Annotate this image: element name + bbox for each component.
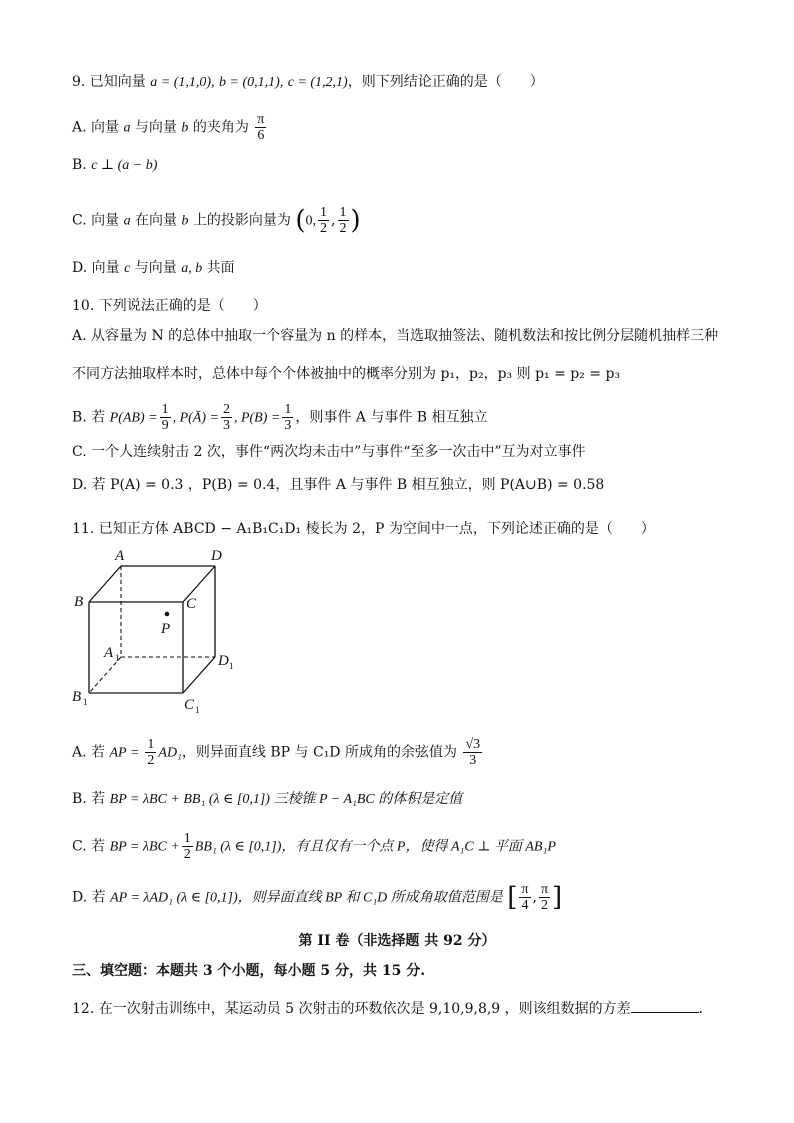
q10-option-c: C. 一个人连续射击 2 次，事件“两次均未击中”与事件“至多一次击中”互为对立事件 [72, 444, 586, 460]
q11-option-d: D. 若 AP = λAD₁ (λ ∈ [0,1])，则异面直线 BP 和 C₁D 所成角取值范围是 [ $\frac{\pi}{4}$ , $\frac{\pi}{2}$ ] [72, 882, 563, 913]
q11-option-a: A. 若 AP = $\frac{1}{2}$ AD₁，则异面直线 BP 与 C₁D 所成角的余弦值为 $\frac{√3}{3}$ [72, 737, 481, 768]
label-b1: B [72, 689, 82, 705]
q9-option-b: B. c ⊥ (a − b) [72, 157, 158, 173]
label-d1-sub: 1 [229, 661, 234, 671]
label-b1-sub: 1 [83, 697, 88, 707]
label-c1: C [184, 697, 195, 713]
q10-option-b: B. 若 P(AB) = $\frac{1}{9}$ , P(Ā) = $\frac{2}{3}$ , P(B) = $\frac{1}{3}$ ，则事件 A 与事件 B 相互独立 [72, 402, 488, 433]
q11-stem: 11. 已知正方体 ABCD − A₁B₁C₁D₁ 棱长为 2，P 为空间中一点，下列论述正确的是（ ） [72, 521, 655, 537]
q10-option-a-line1: A. 从容量为 N 的总体中抽取一个容量为 n 的样本，当选取抽签法、随机数法和按比例分层随机抽样三种 [72, 328, 719, 344]
q12-stem: 12. 在一次射击训练中，某运动员 5 次射击的环数依次是 9,10,9,8,9 ，则该组数据的方差 . [72, 998, 703, 1019]
q9-stem: 9. 已知向量 a = (1,1,0), b = (0,1,1), c = (1,2,1)，则下列结论正确的是（ ） [72, 74, 544, 90]
label-d1: D [218, 653, 229, 669]
point-p [165, 612, 170, 617]
label-c: C [186, 596, 197, 612]
vector-c-definition: c = (1,2,1) [287, 75, 348, 90]
q9-a-fraction: $\frac{\pi}{6}$ [257, 112, 265, 143]
label-b: B [74, 594, 84, 610]
vector-a-definition: a = (1,1,0), [150, 75, 215, 90]
label-p: P [161, 621, 171, 637]
answer-blank[interactable] [631, 998, 699, 1013]
label-c1-sub: 1 [195, 705, 200, 715]
q10-option-d: D. 若 P(A) = 0.3 ，P(B) = 0.4，且事件 A 与事件 B 相互独立，则 P(A∪B) = 0.58 [72, 477, 605, 493]
label-a1-sub: 1 [115, 653, 120, 663]
cube-figure [70, 545, 240, 715]
label-d: D [211, 548, 222, 564]
q10-option-a-line2: 不同方法抽取样本时，总体中每个个体被抽中的概率分别为 p₁，p₂，p₃ 则 p₁ = p₂ = p₃ [72, 366, 621, 382]
label-a: A [115, 548, 125, 564]
edge-ba [89, 566, 121, 602]
edge-c1d1 [183, 657, 215, 693]
q11-option-b: B. 若 BP = λBC + BB₁ (λ ∈ [0,1]) 三棱锥 P − A₁BC 的体积是定值 [72, 791, 463, 807]
q9-option-d: D. 向量 c 与向量 a, b 共面 [72, 260, 235, 276]
vector-b-definition: b = (0,1,1), [219, 75, 284, 90]
q9-option-c: C. 向量 a 在向量 b 上的投影向量为 (0, $\frac{1}{2}$ , $\frac{1}{2}$ ) [72, 205, 361, 236]
part2-heading: 第 II 卷（非选择题 共 92 分） [298, 933, 496, 949]
q11-option-c: C. 若 BP = λBC + $\frac{1}{2}$ BB₁ (λ ∈ [0,1])，有且仅有一个点 P，使得 A₁C ⊥ 平面 AB₁P [72, 831, 556, 862]
q9-option-a: A. 向量 a 与向量 b 的夹角为 $\frac{\pi}{6}$ [72, 112, 265, 143]
label-a1: A [104, 645, 114, 661]
q10-stem: 10. 下列说法正确的是（ ） [72, 298, 267, 314]
section3-heading: 三、填空题：本题共 3 个小题，每小题 5 分，共 15 分. [72, 963, 426, 979]
